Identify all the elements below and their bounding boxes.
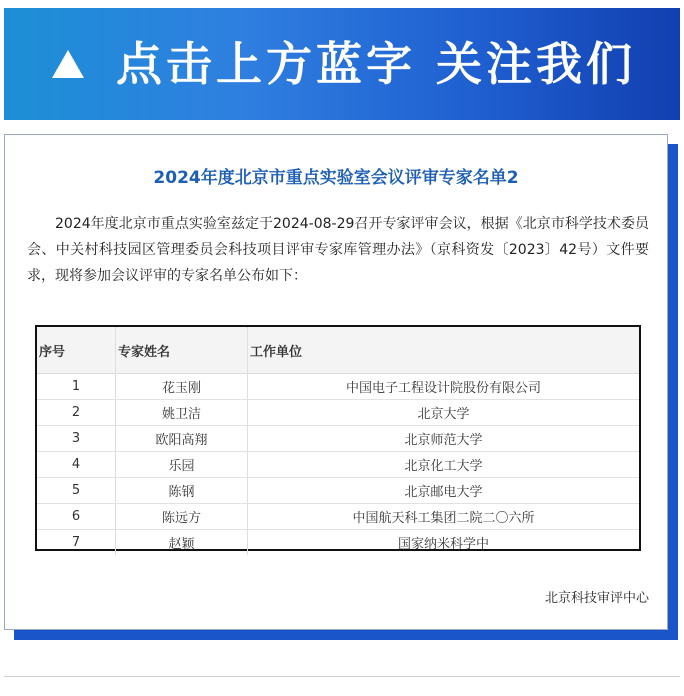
divider: [4, 676, 680, 677]
table-header: [37, 327, 639, 374]
header-employer: 工作单位: [247, 327, 639, 373]
article-card: [4, 134, 668, 630]
table-row: [37, 374, 639, 400]
cell-employer: 中国航天科工集团二院二〇六所: [247, 504, 639, 529]
table-row: [37, 478, 639, 504]
table-row: [37, 400, 639, 426]
cell-employer: 北京师范大学: [247, 426, 639, 451]
cell-index: 4: [71, 457, 81, 472]
cell-employer: 国家纳米科学中: [247, 530, 639, 555]
cell-name: 乐园: [115, 452, 247, 477]
triangle-up-icon: [52, 50, 84, 78]
signature: 北京科技审评中心: [544, 591, 649, 606]
header-index: 序号: [39, 344, 66, 360]
table-row: [37, 530, 639, 555]
table-row: [37, 452, 639, 478]
cell-index: 5: [71, 483, 81, 498]
cell-index: 1: [71, 379, 81, 394]
cell-name: 陈远方: [115, 504, 247, 529]
header-name: 专家姓名: [115, 327, 247, 373]
cell-index: 3: [71, 431, 81, 446]
cell-index: 7: [71, 535, 81, 550]
follow-banner[interactable]: [4, 8, 680, 120]
cell-index: 2: [71, 405, 81, 420]
cell-index: 6: [71, 509, 81, 524]
cell-name: 赵颖: [115, 530, 247, 555]
expert-table: [35, 325, 641, 551]
cell-employer: 北京化工大学: [247, 452, 639, 477]
table-row: [37, 504, 639, 530]
cell-name: 姚卫洁: [115, 400, 247, 425]
article-intro: 2024年度北京市重点实验室兹定于2024-08-29召开专家评审会议，根据《北京市科学技术委员会、中关村科技园区管理委员会科技项目评审专家库管理办法》（京科资发〔2023〕42号）文件要求，现将参加会议评审的专家名单公布如下：: [27, 216, 649, 284]
table-row: [37, 426, 639, 452]
cell-employer: 中国电子工程设计院股份有限公司: [247, 374, 639, 399]
cell-name: 花玉刚: [115, 374, 247, 399]
cell-name: 欧阳高翔: [115, 426, 247, 451]
article-title: 2024年度北京市重点实验室会议评审专家名单2: [153, 168, 519, 188]
cell-employer: 北京大学: [247, 400, 639, 425]
cell-name: 陈钢: [115, 478, 247, 503]
cell-employer: 北京邮电大学: [247, 478, 639, 503]
banner-title: 点击上方蓝字 关注我们: [116, 37, 637, 91]
